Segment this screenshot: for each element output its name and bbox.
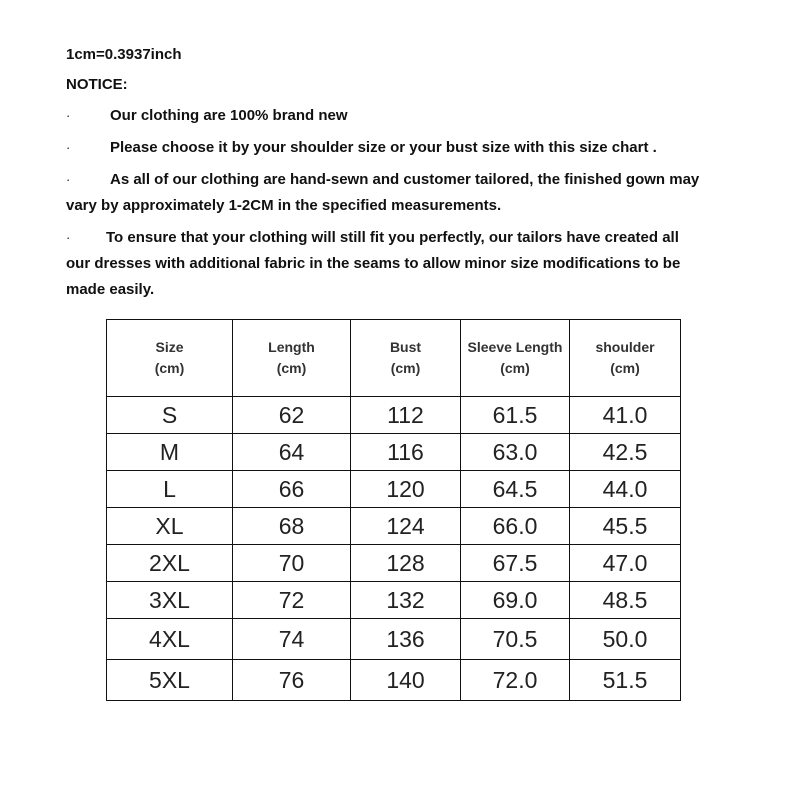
notice-title: NOTICE: xyxy=(66,76,128,93)
unit-conversion: 1cm=0.3937inch xyxy=(66,46,182,63)
cell-length: 76 xyxy=(233,660,351,701)
cell-length: 66 xyxy=(233,471,351,508)
notice-item xyxy=(66,167,706,219)
cell-length: 70 xyxy=(233,545,351,582)
column-header-shoulder xyxy=(570,320,681,397)
notice-item xyxy=(66,225,706,303)
table-row xyxy=(107,619,681,660)
column-header-unit: (cm) xyxy=(610,360,640,376)
bullet-icon: · xyxy=(66,140,71,155)
cell-length: 62 xyxy=(233,397,351,434)
cell-length: 72 xyxy=(233,582,351,619)
cell-size: L xyxy=(107,471,233,508)
column-header-unit: (cm) xyxy=(390,360,421,376)
cell-bust: 140 xyxy=(351,660,461,701)
column-header-size xyxy=(107,320,233,397)
cell-shoulder: 42.5 xyxy=(570,434,681,471)
cell-bust: 120 xyxy=(351,471,461,508)
column-header-unit: (cm) xyxy=(500,360,530,376)
bullet-icon: · xyxy=(66,172,71,187)
cell-sleeve-length: 61.5 xyxy=(461,397,570,434)
cell-bust: 132 xyxy=(351,582,461,619)
cell-length: 74 xyxy=(233,619,351,660)
column-header-name: Length xyxy=(268,339,315,355)
notice-item xyxy=(66,103,706,129)
cell-sleeve-length: 63.0 xyxy=(461,434,570,471)
cell-bust: 128 xyxy=(351,545,461,582)
notice-text: As all of our clothing are hand-sewn and customer tailored, the finished gown may vary by approximately 1-2CM in the specified measurements. xyxy=(66,171,700,214)
cell-bust: 136 xyxy=(351,619,461,660)
bullet-icon: · xyxy=(66,230,71,245)
cell-bust: 124 xyxy=(351,508,461,545)
column-header-name: Sleeve Length xyxy=(467,339,563,355)
notice-list xyxy=(66,103,706,309)
cell-size: XL xyxy=(107,508,233,545)
cell-length: 64 xyxy=(233,434,351,471)
cell-shoulder: 45.5 xyxy=(570,508,681,545)
cell-shoulder: 44.0 xyxy=(570,471,681,508)
column-header-name: shoulder xyxy=(595,339,655,355)
column-header-sleeve-length xyxy=(461,320,570,397)
notice-item xyxy=(66,135,706,161)
cell-size: 4XL xyxy=(107,619,233,660)
cell-sleeve-length: 72.0 xyxy=(461,660,570,701)
cell-shoulder: 47.0 xyxy=(570,545,681,582)
cell-sleeve-length: 67.5 xyxy=(461,545,570,582)
cell-shoulder: 41.0 xyxy=(570,397,681,434)
column-header-length xyxy=(233,320,351,397)
cell-size: 3XL xyxy=(107,582,233,619)
column-header-unit: (cm) xyxy=(154,360,185,376)
cell-bust: 116 xyxy=(351,434,461,471)
cell-size: 2XL xyxy=(107,545,233,582)
table-header-row xyxy=(107,320,681,397)
cell-sleeve-length: 69.0 xyxy=(461,582,570,619)
cell-size: M xyxy=(107,434,233,471)
cell-size: S xyxy=(107,397,233,434)
bullet-icon: · xyxy=(66,108,71,123)
cell-shoulder: 50.0 xyxy=(570,619,681,660)
cell-length: 68 xyxy=(233,508,351,545)
table-row xyxy=(107,582,681,619)
cell-bust: 112 xyxy=(351,397,461,434)
cell-shoulder: 51.5 xyxy=(570,660,681,701)
table-row xyxy=(107,434,681,471)
cell-sleeve-length: 70.5 xyxy=(461,619,570,660)
column-header-name: Size xyxy=(155,339,184,355)
column-header-unit: (cm) xyxy=(276,360,307,376)
notice-text: Our clothing are 100% brand new xyxy=(110,107,348,124)
table-row xyxy=(107,397,681,434)
table-row xyxy=(107,471,681,508)
notice-text: To ensure that your clothing will still fit you perfectly, our tailors have created all our dresses with additional fabric in the seams to allow minor size modifications to be made easily. xyxy=(66,229,681,298)
cell-sleeve-length: 66.0 xyxy=(461,508,570,545)
cell-sleeve-length: 64.5 xyxy=(461,471,570,508)
cell-size: 5XL xyxy=(107,660,233,701)
table-row xyxy=(107,508,681,545)
size-chart-table xyxy=(106,319,681,701)
table-row xyxy=(107,660,681,701)
notice-text: Please choose it by your shoulder size or your bust size with this size chart . xyxy=(110,139,657,156)
column-header-bust xyxy=(351,320,461,397)
table-row xyxy=(107,545,681,582)
column-header-name: Bust xyxy=(389,339,422,355)
cell-shoulder: 48.5 xyxy=(570,582,681,619)
